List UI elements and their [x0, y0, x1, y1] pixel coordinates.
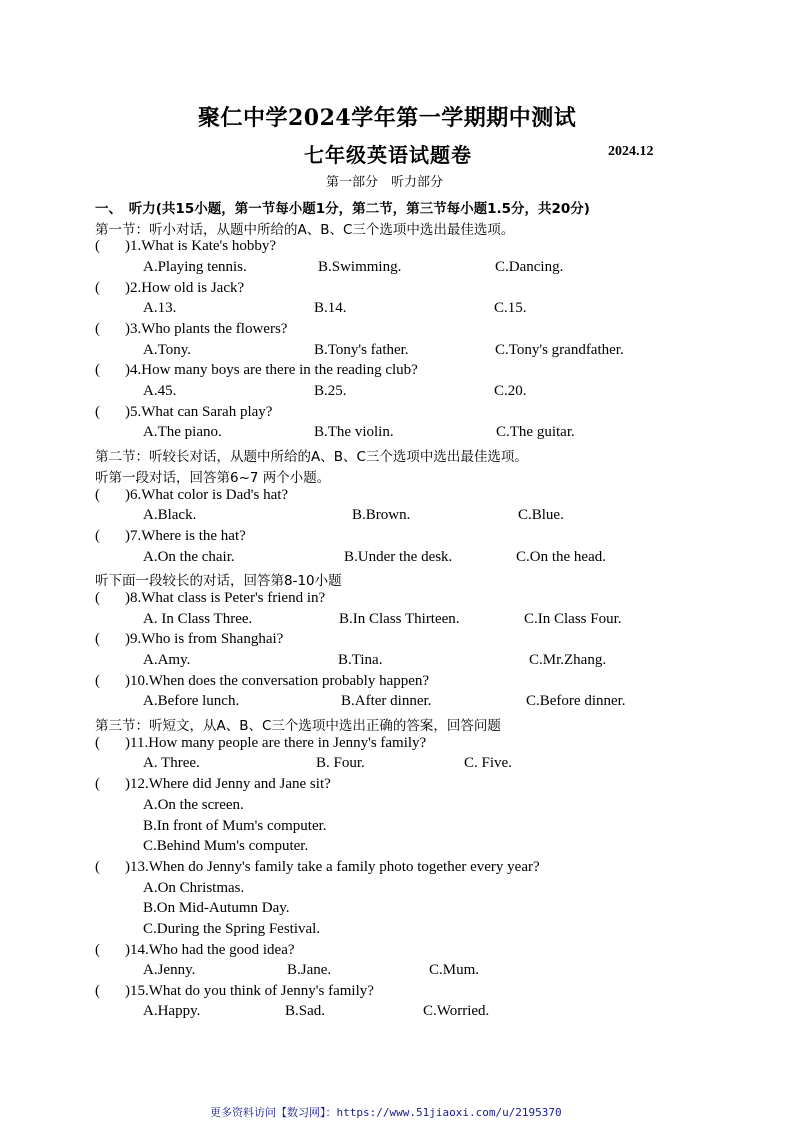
question-text: )14.Who had the good idea? — [125, 942, 295, 958]
question-text: )9.Who is from Shanghai? — [125, 631, 284, 647]
exam-subtitle: 七年级英语试题卷 — [304, 143, 472, 167]
answer-paren[interactable]: ( — [95, 590, 100, 606]
option-a: A.Black. — [143, 507, 197, 523]
question-13 — [95, 859, 540, 876]
option-b: B.Tina. — [338, 652, 383, 668]
option-c: C.Dancing. — [495, 259, 564, 275]
section-part-2: 第二节：听较长对话，从题中所给的A、B、C三个选项中选出最佳选项。 — [95, 449, 528, 465]
question-text: )1.What is Kate's hobby? — [125, 238, 276, 254]
option-c: C.In Class Four. — [524, 611, 622, 627]
question-text: )8.What class is Peter's friend in? — [125, 590, 326, 606]
option-a: A. In Class Three. — [143, 611, 253, 627]
question-3 — [95, 321, 287, 338]
question-text: )3.Who plants the flowers? — [125, 321, 288, 337]
answer-paren[interactable]: ( — [95, 983, 100, 999]
option-c: C.Worried. — [423, 1003, 490, 1019]
answer-paren[interactable]: ( — [95, 735, 100, 751]
option-b: B.Tony's father. — [314, 342, 409, 358]
option-a: A.Tony. — [143, 342, 191, 358]
question-text: )7.Where is the hat? — [125, 528, 246, 544]
option-c: C.Mum. — [429, 962, 480, 978]
option-c: C.20. — [494, 383, 527, 399]
option-a: A.Happy. — [143, 1003, 201, 1019]
answer-paren[interactable]: ( — [95, 942, 100, 958]
section-part-2-dialogue-1: 听第一段对话，回答第6~7 两个小题。 — [95, 470, 331, 486]
question-4 — [95, 362, 418, 379]
option-b: B.Brown. — [352, 507, 411, 523]
option-b: B.On Mid-Autumn Day. — [143, 900, 290, 916]
option-a: A.On the chair. — [143, 549, 235, 565]
question-text: )11.How many people are there in Jenny's family? — [125, 735, 427, 751]
answer-paren[interactable]: ( — [95, 404, 100, 420]
question-text: )10.When does the conversation probably happen? — [125, 673, 430, 689]
question-text: )5.What can Sarah play? — [125, 404, 273, 420]
answer-paren[interactable]: ( — [95, 238, 100, 254]
option-c: C.Mr.Zhang. — [529, 652, 607, 668]
section-part-2-dialogue-2: 听下面一段较长的对话，回答第8-10小题 — [95, 573, 342, 589]
question-text: )4.How many boys are there in the reading club? — [125, 362, 418, 378]
question-8 — [95, 590, 325, 607]
option-a: A. Three. — [143, 755, 200, 771]
question-2 — [95, 280, 244, 297]
answer-paren[interactable]: ( — [95, 321, 100, 337]
option-b: B.Sad. — [285, 1003, 326, 1019]
section-part-1: 第一节：听小对话，从题中所给的A、B、C三个选项中选出最佳选项。 — [95, 222, 515, 238]
answer-paren[interactable]: ( — [95, 362, 100, 378]
answer-paren[interactable]: ( — [95, 280, 100, 296]
option-a: A.The piano. — [143, 424, 222, 440]
option-c: C.15. — [494, 300, 527, 316]
option-a: A.Jenny. — [143, 962, 196, 978]
option-b: B.Swimming. — [318, 259, 402, 275]
option-b: B.Under the desk. — [344, 549, 453, 565]
question-11 — [95, 735, 426, 752]
option-b: B.After dinner. — [341, 693, 432, 709]
question-12 — [95, 776, 331, 793]
question-text: )2.How old is Jack? — [125, 280, 245, 296]
option-a: A.Playing tennis. — [143, 259, 247, 275]
option-b: B. Four. — [316, 755, 365, 771]
option-b: B.The violin. — [314, 424, 394, 440]
question-text: )15.What do you think of Jenny's family? — [125, 983, 374, 999]
part-heading: 第一部分 听力部分 — [326, 175, 444, 190]
question-15 — [95, 983, 374, 1000]
option-a: A.13. — [143, 300, 177, 316]
answer-paren[interactable]: ( — [95, 673, 100, 689]
question-text: )13.When do Jenny's family take a family photo together every year? — [125, 859, 540, 875]
question-text: )6.What color is Dad's hat? — [125, 487, 289, 503]
answer-paren[interactable]: ( — [95, 631, 100, 647]
option-c: C.During the Spring Festival. — [143, 921, 321, 937]
option-b: B.In front of Mum's computer. — [143, 818, 327, 834]
section-heading: 一、 听力(共15小题，第一节每小题1分，第二节，第三节每小题1.5分，共20分) — [95, 201, 590, 217]
question-14 — [95, 942, 295, 959]
answer-paren[interactable]: ( — [95, 776, 100, 792]
section-part-3: 第三节：听短文，从A、B、C三个选项中选出正确的答案，回答问题 — [95, 718, 501, 734]
option-c: C.On the head. — [516, 549, 606, 565]
footer-link[interactable]: 更多资料访问【数习网】：https://www.51jiaoxi.com/u/2195370 — [210, 1106, 562, 1119]
answer-paren[interactable]: ( — [95, 487, 100, 503]
option-b: B.Jane. — [287, 962, 332, 978]
option-c: C.The guitar. — [496, 424, 575, 440]
option-c: C. Five. — [464, 755, 512, 771]
option-c: C.Blue. — [518, 507, 564, 523]
question-9 — [95, 631, 283, 648]
question-7 — [95, 528, 246, 545]
option-c: C.Behind Mum's computer. — [143, 838, 309, 854]
answer-paren[interactable]: ( — [95, 528, 100, 544]
question-5 — [95, 404, 272, 421]
question-1 — [95, 238, 276, 255]
option-b: B.25. — [314, 383, 347, 399]
option-c: C.Before dinner. — [526, 693, 626, 709]
option-a: A.45. — [143, 383, 177, 399]
option-a: A.On Christmas. — [143, 880, 245, 896]
question-10 — [95, 673, 429, 690]
option-a: A.Amy. — [143, 652, 191, 668]
option-a: A.On the screen. — [143, 797, 244, 813]
exam-date: 2024.12 — [608, 144, 654, 159]
question-text: )12.Where did Jenny and Jane sit? — [125, 776, 331, 792]
answer-paren[interactable]: ( — [95, 859, 100, 875]
option-c: C.Tony's grandfather. — [495, 342, 624, 358]
question-6 — [95, 487, 288, 504]
option-a: A.Before lunch. — [143, 693, 240, 709]
option-b: B.14. — [314, 300, 347, 316]
exam-title: 聚仁中学2024学年第一学期期中测试 — [198, 105, 577, 131]
option-b: B.In Class Thirteen. — [339, 611, 460, 627]
